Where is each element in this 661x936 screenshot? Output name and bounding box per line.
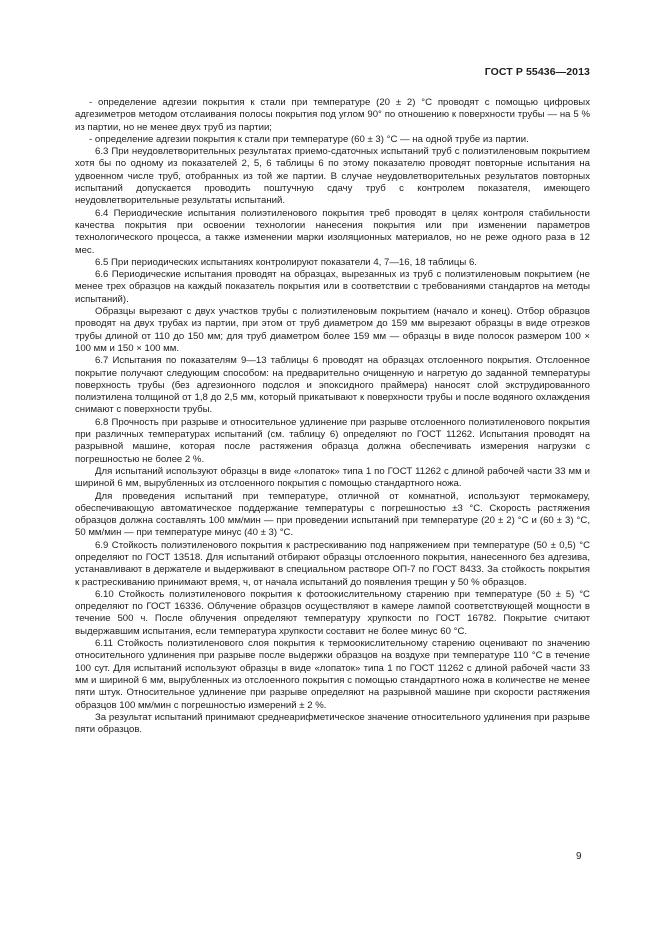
paragraph-adhesion-20: - определение адгезии покрытия к стали при температуре (20 ± 2) °С проводят с помощью цифровых адгезиметров методом отслаивания полосы покрытия под углом 90° по отношению к поверхности трубы — на 5 % из партии, но не менее двух труб из партии; bbox=[75, 97, 590, 133]
page-number: 9 bbox=[576, 851, 582, 862]
paragraph-thermochamber: Для проведения испытаний при температуре, отличной от комнатной, используют термокамеру, обеспечивающую автоматическое поддержание температуры с погрешностью ±3 °С. Скорость растяжения образцов должна составлять 100 мм/мин — при проведении испытаний при температуре (20 ± 2) °С и (60 ± 3) °С, 50 мм/мин — при температуре минус (40 ± 3) °С. bbox=[75, 490, 590, 539]
paragraph-6-10: 6.10 Стойкость полиэтиленового покрытия к фотоокислительному старению при температуре (50 ± 5) °С определяют по ГОСТ 16336. Облучение образцов осуществляют в камере лампой соответствующей мощности в течение 500 ч. После облучения определяют температуру хрупкости по ГОСТ 16782. Покрытие считают выдержавшим испытания, если температура хрупкости составит не более минус 60 °С. bbox=[75, 588, 590, 637]
document-header: ГОСТ Р 55436—2013 bbox=[484, 66, 590, 78]
paragraph-6-8: 6.8 Прочность при разрыве и относительное удлинение при разрыве отслоенного полиэтиленового покрытия при различных температурах испытаний (см. таблицу 6) определяют по ГОСТ 11262. Испытания проводят на разрывной машине, которая после растяжения образца должна обеспечивать измерения нагрузки с погрешностью не более 2 %. bbox=[75, 416, 590, 465]
paragraph-samples: Образцы вырезают с двух участков трубы с полиэтиленовым покрытием (начало и конец). Отбор образцов проводят на двух трубах из партии, при этом от труб диаметром до 159 мм вырезают образцы в виде отрезков трубы длиной от 110 до 150 мм; для труб диаметром более 159 мм — образцы в виде полосок размером 100 × 100 мм и 150 × 100 мм. bbox=[75, 306, 590, 354]
paragraph-6-7: 6.7 Испытания по показателям 9—13 таблицы 6 проводят на образцах отслоенного покрытия. Отслоенное покрытие получают следующим способом: на предварительно очищенную и нагретую до заданной температуры поверхность трубы (без адгезионного подслоя и эпоксидного праймера) наносят слой экструдированного полиэтилена толщиной от 1,8 до 2,5 мм, который прикатывают к поверхности трубы и после водяного охлаждения снимают с поверхности трубы. bbox=[75, 355, 590, 416]
paragraph-6-11: 6.11 Стойкость полиэтиленового слоя покрытия к термоокислительному старению оценивают по значению относительного удлинения при разрыве после выдержки образцов на воздухе при температуре 110 °С в течение 100 сут. Для испытаний используют образцы в виде «лопаток» типа 1 по ГОСТ 11262 с длиной рабочей части 33 мм и шириной 6 мм, вырубленных из отслоенного покрытия с помощью стандартного ножа в количестве не менее пяти штук. Относительное удлинение при разрыве определяют на разрывной машине при скорости растяжения образцов 100 мм/мин с погрешностью измерений ± 2 %. bbox=[75, 638, 590, 711]
paragraph-spatula-samples: Для испытаний используют образцы в виде «лопаток» типа 1 по ГОСТ 11262 с длиной рабочей части 33 мм и шириной 6 мм, вырубленных из отслоенного покрытия с помощью стандартного ножа. bbox=[75, 465, 590, 490]
document-body bbox=[75, 97, 590, 736]
paragraph-result: За результат испытаний принимают среднеарифметическое значение относительного удлинения при разрыве пяти образцов. bbox=[75, 711, 590, 736]
paragraph-6-9: 6.9 Стойкость полиэтиленового покрытия к растрескиванию под напряжением при температуре (50 ± 0,5) °С определяют по ГОСТ 13518. Для испытаний отбирают образцы отслоенного покрытия, нанесенного без адгезива, устанавливают в держателе и выдерживают в специальном растворе ОП-7 по ГОСТ 8433. За стойкость покрытия к растрескиванию принимают время, ч, от начала испытаний до появления трещин у 50 % образцов. bbox=[75, 539, 590, 588]
paragraph-6-6: 6.6 Периодические испытания проводят на образцах, вырезанных из труб с полиэтиленовым покрытием (не менее трех образцов на каждый показатель покрытия или в соответствии с требованиями стандартов на методы испытаний). bbox=[75, 269, 590, 305]
paragraph-6-3: 6.3 При неудовлетворительных результатах приемо-сдаточных испытаний труб с полиэтиленовым покрытием хотя бы по одному из показателей 2, 5, 6 таблицы 6 по этому показателю проводят повторные испытания на удвоенном числе труб, отобранных из той же партии. В случае неудовлетворительных результатов повторных испытаний допускается проводить поштучную сдачу труб с контролем показателя, имеющего неудовлетворительные результаты испытаний. bbox=[75, 146, 590, 207]
paragraph-6-4: 6.4 Периодические испытания полиэтиленового покрытия треб проводят в целях контроля стабильности качества покрытия при освоении технологии нанесения покрытия или при изменении параметров технологического процесса, а также изменении марки изоляционных материалов, но не реже одного раза в 12 мес. bbox=[75, 207, 590, 256]
paragraph-6-5: 6.5 При периодических испытаниях контролируют показатели 4, 7—16, 18 таблицы 6. bbox=[95, 256, 477, 268]
paragraph-adhesion-60: - определение адгезии покрытия к стали при температуре (60 ± 3) °С — на одной трубе из партии. bbox=[89, 133, 529, 145]
